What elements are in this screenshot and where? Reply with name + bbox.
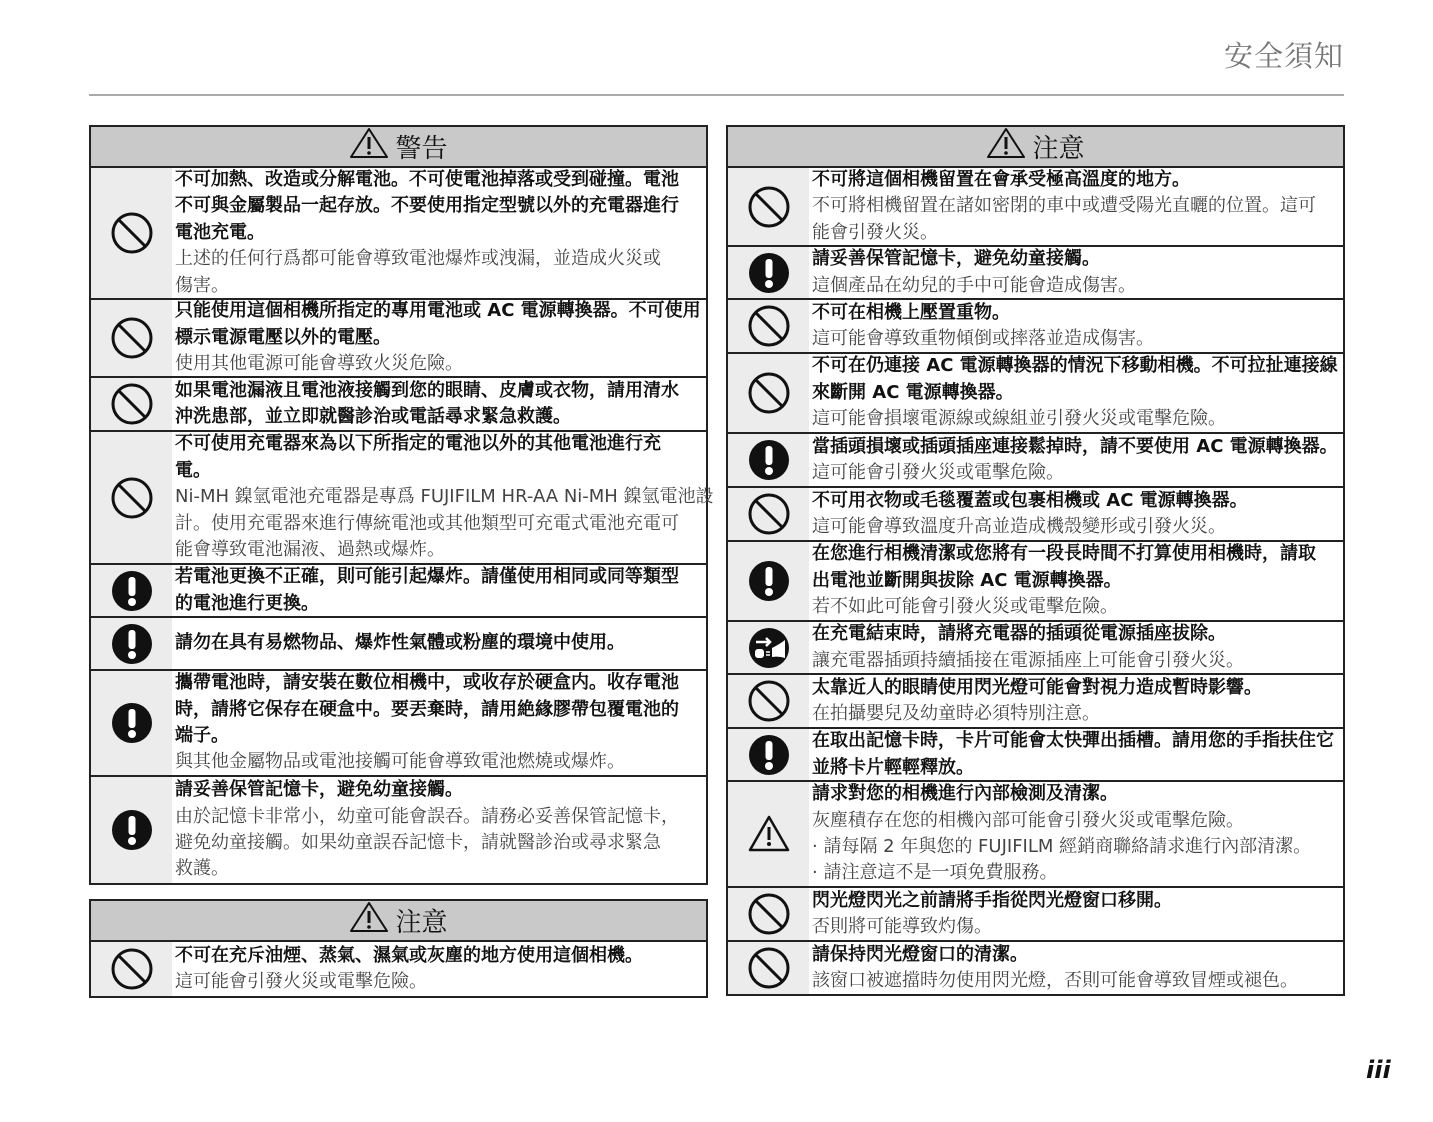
table-header-label: 警告	[395, 134, 448, 164]
item-detail-line: 由於記憶卡非常小，幼童可能會誤吞。請務必妥善保管記憶卡，	[175, 805, 679, 827]
item-detail-line: 這個產品在幼兒的手中可能會造成傷害。	[812, 274, 1136, 296]
mandatory-icon	[91, 777, 172, 883]
safety-item-text	[809, 354, 1342, 432]
item-detail-line: 在拍攝嬰兒及幼童時必須特別注意。	[812, 703, 1100, 724]
mandatory-icon	[91, 565, 172, 616]
item-heading-line: 攜帶電池時，請安裝在數位相機中，或收存於硬盒内。收存電池	[175, 672, 679, 694]
safety-item-text	[172, 618, 629, 669]
page-number: iii	[1366, 1056, 1391, 1084]
item-detail-line: 計。使用充電器來進行傳統電池或其他類型可充電式電池充電可	[175, 512, 679, 534]
item-detail-line: 這可能會引發火災或電擊危險。	[812, 462, 1064, 483]
safety-item	[91, 168, 706, 300]
item-heading-line: 在充電結束時，請將充電器的插頭從電源插座拔除。	[812, 623, 1226, 645]
mandatory-icon	[728, 434, 809, 486]
safety-item	[728, 942, 1343, 994]
item-detail-line: 能會導致電池漏液、過熱或爆炸。	[175, 539, 445, 561]
prohibit-icon	[91, 432, 172, 563]
prohibit-icon	[728, 488, 809, 540]
item-heading-line: 請妥善保管記憶卡，避免幼童接觸。	[812, 248, 1100, 270]
safety-item-text	[809, 782, 1315, 886]
item-detail-line: 這可能會損壞電源線或線組並引發火災或電擊危險。	[812, 408, 1226, 430]
item-detail-line: 傷害。	[175, 274, 229, 296]
safety-item	[728, 782, 1343, 888]
item-detail-line: 該窗口被遮擋時勿使用閃光燈，否則可能會導致冒煙或褪色。	[812, 970, 1298, 991]
header-divider	[89, 94, 1344, 96]
caution-icon	[728, 782, 809, 886]
warning-triangle-icon	[349, 900, 389, 941]
safety-item	[728, 168, 1343, 247]
safety-item-text	[172, 378, 683, 430]
item-detail-line: 能會引發火災。	[812, 221, 938, 243]
caution-table-left	[89, 899, 708, 998]
item-heading-line: 當插頭損壞或插頭插座連接鬆掉時，請不要使用 AC 電源轉換器。	[812, 435, 1338, 457]
item-detail-line: · 請注意這不是一項免費服務。	[812, 862, 1058, 884]
safety-item	[91, 565, 706, 618]
safety-item-text	[172, 168, 683, 298]
item-detail-line: 救護。	[175, 858, 229, 880]
safety-item	[728, 622, 1343, 675]
safety-item	[728, 300, 1343, 354]
prohibit-icon	[91, 168, 172, 298]
prohibit-icon	[728, 942, 809, 994]
warning-triangle-icon	[349, 126, 389, 167]
caution-table-right	[726, 125, 1345, 996]
prohibit-icon	[91, 300, 172, 376]
mandatory-icon	[728, 542, 809, 620]
item-detail-line: 與其他金屬物品或電池接觸可能會導致電池燃燒或爆炸。	[175, 751, 625, 773]
prohibit-icon	[728, 354, 809, 432]
safety-item	[728, 247, 1343, 300]
prohibit-icon	[91, 942, 172, 996]
mandatory-icon	[91, 671, 172, 775]
item-detail-line: 灰塵積存在您的相機內部可能會引發火災或電擊危險。	[812, 809, 1244, 831]
safety-item	[728, 729, 1343, 782]
item-detail-line: Ni-MH 鎳氫電池充電器是專爲 FUJIFILM HR-AA Ni-MH 鎳氫電池設	[175, 486, 714, 508]
safety-item	[91, 777, 706, 883]
unplug-icon	[728, 622, 809, 673]
prohibit-icon	[728, 888, 809, 940]
item-heading-line: 不可在仍連接 AC 電源轉換器的情況下移動相機。不可拉扯連接線	[812, 355, 1338, 377]
safety-item	[91, 432, 714, 565]
item-heading-line: 沖洗患部，並立即就醫診治或電話尋求緊急救護。	[175, 406, 571, 427]
prohibit-icon	[728, 168, 809, 245]
table-header-label: 注意	[395, 908, 448, 938]
safety-item	[91, 942, 706, 996]
warning-triangle-icon	[986, 126, 1026, 167]
item-heading-line: 出電池並斷開與拔除 AC 電源轉換器。	[812, 569, 1122, 591]
safety-item-text	[809, 675, 1266, 727]
item-heading-line: 時，請將它保存在硬盒中。要丟棄時，請用絶緣膠帶包覆電池的	[175, 698, 679, 720]
item-heading-line: 的電池進行更換。	[175, 592, 319, 614]
item-detail-line: 上述的任何行爲都可能會導致電池爆炸或洩漏，並造成火災或	[175, 248, 661, 270]
safety-item-text	[809, 942, 1302, 994]
safety-item-text	[809, 542, 1320, 620]
safety-item	[91, 300, 706, 378]
item-heading-line: 在取出記憶卡時，卡片可能會太快彈出插槽。請用您的手指扶住它	[812, 730, 1334, 752]
item-heading-line: 不可在相機上壓置重物。	[812, 301, 1010, 323]
mandatory-icon	[728, 247, 809, 298]
warning-table-left	[89, 125, 714, 885]
item-heading-line: 請勿在具有易燃物品、爆炸性氣體或粉塵的環境中使用。	[175, 632, 625, 654]
item-heading-line: 不可加熱、改造或分解電池。不可使電池掉落或受到碰撞。電池	[175, 168, 679, 190]
safety-item	[91, 671, 706, 777]
safety-item	[728, 488, 1343, 542]
item-heading-line: 不可用衣物或毛毯覆蓋或包裹相機或 AC 電源轉換器。	[812, 489, 1248, 511]
safety-item	[728, 675, 1343, 729]
item-detail-line: 否則將可能導致灼傷。	[812, 916, 992, 937]
item-heading-line: 端子。	[175, 725, 229, 746]
item-heading-line: 不可在充斥油煙、蒸氣、濕氣或灰塵的地方使用這個相機。	[175, 944, 643, 966]
item-heading-line: 電池充電。	[175, 221, 265, 243]
safety-item	[728, 542, 1343, 622]
item-heading-line: 請保持閃光燈窗口的清潔。	[812, 943, 1028, 965]
prohibit-icon	[91, 378, 172, 430]
item-heading-line: 只能使用這個相機所指定的專用電池或 AC 電源轉換器。不可使用	[175, 300, 701, 322]
item-heading-line: 不可與金屬製品一起存放。不要使用指定型號以外的充電器進行	[175, 195, 679, 217]
item-heading-line: 在您進行相機清潔或您將有一段長時間不打算使用相機時，請取	[812, 543, 1316, 565]
item-heading-line: 請妥善保管記憶卡，避免幼童接觸。	[175, 779, 463, 801]
table-header	[728, 127, 1343, 168]
safety-item-text	[809, 300, 1158, 352]
item-heading-line: 如果電池漏液且電池液接觸到您的眼睛、皮膚或衣物，請用清水	[175, 379, 679, 401]
item-heading-line: 並將卡片輕輕釋放。	[812, 756, 974, 778]
item-detail-line: 使用其他電源可能會導致火災危險。	[175, 353, 463, 375]
safety-item	[91, 378, 706, 432]
safety-item-text	[172, 565, 683, 616]
item-heading-line: 不可將這個相機留置在會承受極高溫度的地方。	[812, 168, 1190, 190]
prohibit-icon	[728, 300, 809, 352]
item-heading-line: 來斷開 AC 電源轉換器。	[812, 381, 1014, 403]
item-heading-line: 請求對您的相機進行內部檢測及清潔。	[812, 783, 1118, 805]
mandatory-icon	[91, 618, 172, 669]
item-detail-line: · 請每隔 2 年與您的 FUJIFILM 經銷商聯絡請求進行內部清潔。	[812, 836, 1312, 857]
safety-item	[728, 888, 1343, 942]
item-heading-line: 電。	[175, 459, 211, 481]
item-heading-line: 太靠近人的眼睛使用閃光燈可能會對視力造成暫時影響。	[812, 676, 1262, 698]
safety-item-text	[172, 942, 647, 996]
page-title: 安全須知	[1223, 39, 1344, 73]
mandatory-icon	[728, 729, 809, 780]
item-heading-line: 閃光燈閃光之前請將手指從閃光燈窗口移開。	[812, 889, 1172, 911]
item-heading-line: 標示電源電壓以外的電壓。	[175, 326, 391, 348]
safety-item-text	[809, 168, 1320, 245]
safety-item-text	[172, 777, 683, 883]
safety-item-text	[172, 300, 705, 376]
item-detail-line: 若不如此可能會引發火災或電擊危險。	[812, 596, 1118, 618]
safety-item-text	[809, 622, 1248, 673]
item-detail-line: 不可將相機留置在諸如密閉的車中或遭受陽光直曬的位置。這可	[812, 195, 1316, 217]
safety-item-text	[809, 488, 1252, 540]
safety-item-text	[809, 888, 1176, 940]
item-detail-line: 讓充電器插頭持續插接在電源插座上可能會引發火災。	[812, 649, 1244, 671]
table-header	[91, 127, 706, 168]
item-detail-line: 這可能會導致重物傾倒或摔落並造成傷害。	[812, 328, 1154, 349]
table-header-label: 注意	[1032, 134, 1085, 164]
item-detail-line: 這可能會導致溫度升高並造成機殼變形或引發火災。	[812, 516, 1226, 537]
safety-item-text	[809, 434, 1342, 486]
safety-item	[728, 434, 1343, 488]
safety-item-text	[172, 671, 683, 775]
safety-item-text	[172, 432, 718, 563]
safety-item-text	[809, 729, 1338, 780]
prohibit-icon	[728, 675, 809, 727]
safety-item-text	[809, 247, 1140, 298]
item-heading-line: 若電池更換不正確，則可能引起爆炸。請僅使用相同或同等類型	[175, 566, 679, 588]
safety-item	[91, 618, 706, 671]
safety-item	[728, 354, 1343, 434]
item-detail-line: 避免幼童接觸。如果幼童誤吞記憶卡，請就醫診治或尋求緊急	[175, 832, 661, 853]
table-header	[91, 901, 706, 942]
item-detail-line: 這可能會引發火災或電擊危險。	[175, 971, 427, 992]
item-heading-line: 不可使用充電器來為以下所指定的電池以外的其他電池進行充	[175, 433, 661, 455]
